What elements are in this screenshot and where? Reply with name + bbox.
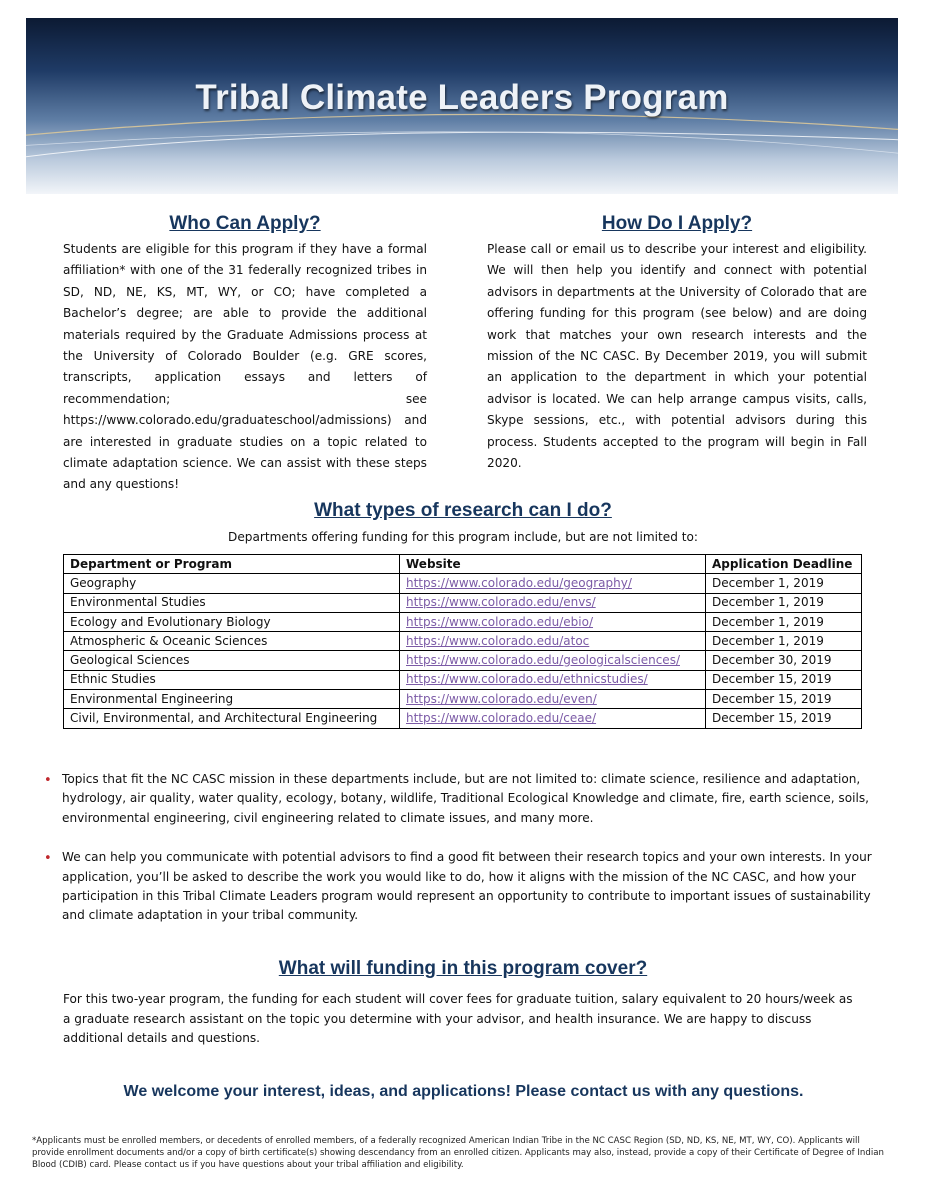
bullet-list (42, 770, 892, 946)
deadline-cell: December 1, 2019 (706, 632, 862, 651)
funding-text: For this two-year program, the funding for each student will cover fees for graduate tuition, salary equivalent to 20 hours/week as a graduate research assistant on the topic you determine with your advisor, and health insurance. We are happy to discuss additional details and questions. (63, 992, 853, 1046)
research-heading: What types of research can I do? (314, 500, 612, 521)
department-cell: Ecology and Evolutionary Biology (64, 612, 400, 631)
department-cell: Ethnic Studies (64, 670, 400, 689)
eligibility-footnote: *Applicants must be enrolled members, or decedents of enrolled members, of a federally recognized American Indian Tribe in the NC CASC Region (SD, ND, KS, NE, MT, WY, CO). Applicants will provide enrollment documents and/or a copy of birth certificate(s) showing descendancy from an enrolled citizen. Applicants may also, instead, provide a copy of their Certificate of Degree of Indian Blood (CDIB) card. Please contact us if you have questions about your tribal affiliation and eligibility. (32, 1136, 884, 1170)
column-header-department: Department or Program (64, 555, 400, 574)
table-row (64, 709, 862, 728)
department-cell: Environmental Studies (64, 593, 400, 612)
table-row (64, 670, 862, 689)
who-can-apply-section (63, 213, 427, 496)
who-can-apply-heading: Who Can Apply? (169, 213, 321, 234)
deadline-cell: December 1, 2019 (706, 612, 862, 631)
website-link[interactable]: https://www.colorado.edu/geography/ (400, 574, 706, 593)
welcome-message: We welcome your interest, ideas, and applications! Please contact us with any questions. (123, 1083, 804, 1100)
deadline-cell: December 30, 2019 (706, 651, 862, 670)
list-item (42, 770, 892, 828)
website-link[interactable]: https://www.colorado.edu/ethnicstudies/ (400, 670, 706, 689)
department-cell: Atmospheric & Oceanic Sciences (64, 632, 400, 651)
website-link[interactable]: https://www.colorado.edu/envs/ (400, 593, 706, 612)
column-header-deadline: Application Deadline (706, 555, 862, 574)
who-can-apply-text: Students are eligible for this program if they have a formal affiliation* with one of the 31 federally recognized tribes in SD, ND, NE, KS, MT, WY, or CO; have completed a Bachelor’s degree; are able to provide the additional materials required by the Graduate Admissions process at the University of Colorado Boulder (e.g. GRE scores, transcripts, application essays and letters of recommendation; see https://www.colorado.edu/graduateschool/admissions) and are interested in graduate studies on a topic related to climate adaptation science. We can assist with these steps and any questions! (63, 242, 427, 492)
how-do-i-apply-heading: How Do I Apply? (601, 213, 753, 234)
funding-heading: What will funding in this program cover? (278, 958, 648, 979)
header-banner (26, 18, 898, 194)
bullet-text: Topics that fit the NC CASC mission in these departments include, but are not limited to: climate science, resilience and adaptation, hydrology, air quality, water quality, ecology, botany, wildlife, Traditional Ecological Knowledge and climate, fire, earth science, soils, environmental engineering, civil engineering related to climate issues, and many more. (62, 772, 869, 825)
deadline-cell: December 1, 2019 (706, 593, 862, 612)
bullet-dot-icon: • (44, 773, 52, 788)
deadline-cell: December 15, 2019 (706, 690, 862, 709)
table-row (64, 690, 862, 709)
website-link[interactable]: https://www.colorado.edu/geologicalsciences/ (400, 651, 706, 670)
deadline-cell: December 15, 2019 (706, 709, 862, 728)
column-header-website: Website (400, 555, 706, 574)
deadline-cell: December 1, 2019 (706, 574, 862, 593)
website-link[interactable]: https://www.colorado.edu/atoc (400, 632, 706, 651)
bullet-dot-icon: • (44, 851, 52, 867)
table-header-row (64, 555, 862, 574)
website-link[interactable]: https://www.colorado.edu/ceae/ (400, 709, 706, 728)
funding-section (63, 958, 863, 1049)
table-row (64, 612, 862, 631)
research-subtitle: Departments offering funding for this program include, but are not limited to: (228, 530, 698, 544)
page-title: Tribal Climate Leaders Program (195, 78, 729, 117)
bullet-text: We can help you communicate with potential advisors to find a good fit between their research topics and your own interests. In your application, you’ll be asked to describe the work you would like to do, how it aligns with the mission of the NC CASC, and how your participation in this Tribal Climate Leaders program would represent an opportunity to contribute to important issues of sustainability and climate adaptation in your tribal community. (62, 850, 872, 923)
table-row (64, 651, 862, 670)
table-row (64, 574, 862, 593)
how-do-i-apply-text: Please call or email us to describe your interest and eligibility. We will then help you identify and connect with potential advisors in departments at the University of Colorado that are offering funding for this program (see below) and are doing work that matches your own research interests and the mission of the NC CASC. By December 2019, you will submit an application to the department in which your potential advisor is located. We can help arrange campus visits, calls, Skype sessions, etc., with potential advisors during this process. Students accepted to the program will begin in Fall 2020. (487, 242, 867, 471)
departments-table (63, 554, 862, 729)
research-section (63, 500, 863, 729)
website-link[interactable]: https://www.colorado.edu/even/ (400, 690, 706, 709)
department-cell: Civil, Environmental, and Architectural Engineering (64, 709, 400, 728)
department-cell: Environmental Engineering (64, 690, 400, 709)
deadline-cell: December 15, 2019 (706, 670, 862, 689)
department-cell: Geological Sciences (64, 651, 400, 670)
how-do-i-apply-section (487, 213, 867, 474)
table-row (64, 593, 862, 612)
website-link[interactable]: https://www.colorado.edu/ebio/ (400, 612, 706, 631)
table-row (64, 632, 862, 651)
list-item (42, 848, 892, 926)
department-cell: Geography (64, 574, 400, 593)
